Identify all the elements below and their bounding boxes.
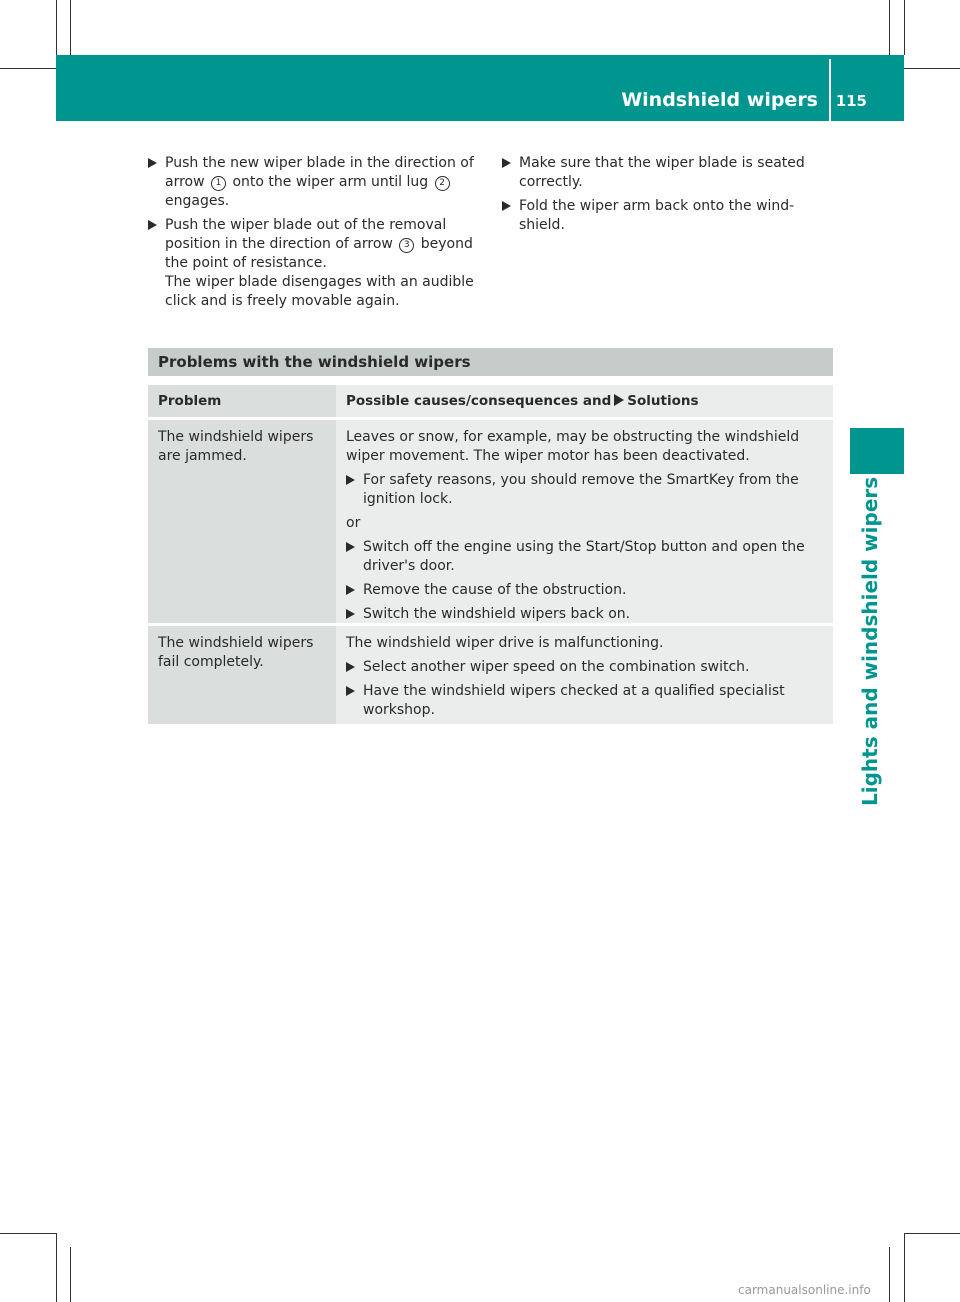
solution-step (346, 581, 823, 600)
solution-arrow-icon (614, 394, 624, 406)
cause-text: Leaves or snow, for example, may be obstructing the windshield wiper movement. The wiper motor has been deactivated. (346, 429, 800, 464)
step-arrow-icon (502, 201, 511, 211)
solution-step (346, 605, 823, 624)
instruction-step (148, 216, 484, 311)
crop-mark (0, 1233, 56, 1234)
step-arrow-icon (502, 158, 511, 168)
step-arrow-icon (346, 475, 355, 485)
problems-table (148, 385, 833, 727)
crop-mark (904, 1233, 905, 1302)
step-arrow-icon (346, 686, 355, 696)
crop-mark (70, 0, 71, 55)
side-tab-marker (850, 428, 904, 474)
crop-mark (0, 68, 56, 69)
step-result: The wiper blade disengages with an audible click and is freely movable again. (165, 274, 474, 309)
cause-text: The windshield wiper drive is malfunctioning. (346, 635, 664, 651)
problem-cell: The windshield wipers fail completely. (148, 626, 336, 724)
step-arrow-icon (346, 662, 355, 672)
step-arrow-icon (148, 220, 157, 230)
crop-mark (889, 0, 890, 55)
instruction-step (148, 154, 484, 211)
step-arrow-icon (346, 609, 355, 619)
or-text: or (346, 515, 361, 531)
step-text: Switch the windshield wipers back on. (363, 606, 631, 622)
solution-cell (336, 420, 833, 623)
page-number: 115 (835, 92, 867, 110)
step-text: onto the wiper arm until lug (232, 174, 429, 190)
crop-mark (904, 68, 960, 69)
table-row (148, 626, 833, 727)
step-text: Fold the wiper arm back onto the wind- shield. (519, 198, 795, 233)
right-column (502, 154, 832, 240)
header-bar (56, 55, 904, 121)
crop-mark (904, 0, 905, 55)
callout-number: 1 (211, 176, 226, 191)
solution-step (346, 471, 823, 509)
step-arrow-icon (346, 542, 355, 552)
solution-step (346, 658, 823, 677)
step-text: Remove the cause of the obstruction. (363, 582, 627, 598)
solution-step (346, 538, 823, 576)
step-text: beyond the point of resistance. (165, 236, 473, 271)
crop-mark (889, 1247, 890, 1302)
callout-number: 3 (399, 238, 414, 253)
table-header-row (148, 385, 833, 420)
table-row (148, 420, 833, 626)
crop-mark (56, 1233, 57, 1302)
step-text: Push the new wiper blade in the direction of arrow (165, 155, 474, 190)
header-solutions-prefix: Possible causes/consequences and (346, 393, 612, 409)
watermark: carmanualsonline.info (738, 1283, 871, 1297)
instruction-step (502, 197, 832, 235)
header-solutions (336, 385, 833, 417)
crop-mark (904, 1233, 960, 1234)
step-text: Make sure that the wiper blade is seated correctly. (519, 155, 805, 190)
section-title: Problems with the windshield wipers (148, 348, 833, 376)
header-divider (829, 59, 831, 121)
step-arrow-icon (148, 158, 157, 168)
header-title: Windshield wipers (621, 89, 818, 111)
step-text: For safety reasons, you should remove the SmartKey from the ignition lock. (363, 472, 799, 507)
step-text: Select another wiper speed on the combination switch. (363, 659, 750, 675)
callout-number: 2 (435, 176, 450, 191)
crop-mark (70, 1247, 71, 1302)
side-tab-label: Lights and windshield wipers (858, 476, 882, 806)
solution-step (346, 682, 823, 720)
step-arrow-icon (346, 585, 355, 595)
header-problem: Problem (148, 385, 336, 417)
step-text: Switch off the engine using the Start/Stop button and open the driver's door. (363, 539, 805, 574)
step-text: engages. (165, 193, 230, 209)
crop-mark (56, 0, 57, 55)
header-solutions-suffix: Solutions (627, 393, 699, 409)
solution-cell (336, 626, 833, 724)
instruction-step (502, 154, 832, 192)
left-column (148, 154, 484, 316)
problem-cell: The windshield wipers are jammed. (148, 420, 336, 623)
step-text: Have the windshield wipers checked at a qualified specialist workshop. (363, 683, 785, 718)
step-text: Push the wiper blade out of the removal position in the direction of arrow (165, 217, 447, 252)
